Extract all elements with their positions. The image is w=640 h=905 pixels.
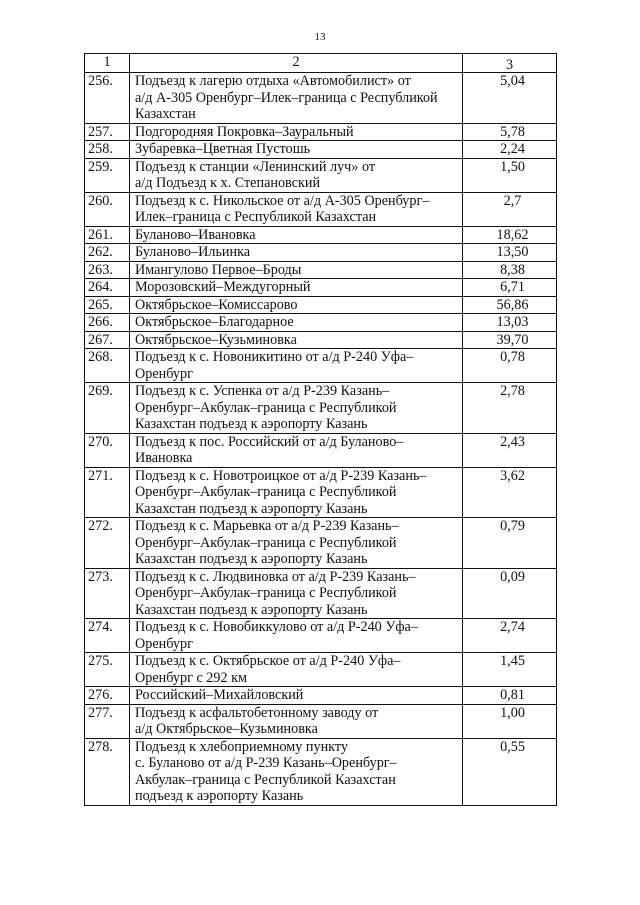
road-length: 1,00 — [463, 704, 557, 738]
row-number: 271. — [85, 467, 130, 518]
row-number: 258. — [85, 141, 130, 159]
road-name: Подъезд к с. Новоникитино от а/д Р-240 Уфа– Оренбург — [130, 349, 463, 383]
table-row — [85, 73, 557, 124]
row-number: 261. — [85, 226, 130, 244]
road-name: Подъезд к с. Октябрьское от а/д Р-240 Уфа– Оренбург с 292 км — [130, 653, 463, 687]
row-number: 276. — [85, 687, 130, 705]
row-number: 268. — [85, 349, 130, 383]
table-row — [85, 158, 557, 192]
road-name: Октябрьское–Благодарное — [130, 314, 463, 332]
table-row — [85, 279, 557, 297]
road-length: 13,50 — [463, 244, 557, 262]
table-row — [85, 383, 557, 434]
road-length: 8,38 — [463, 261, 557, 279]
road-name: Подъезд к асфальтобетонному заводу от а/д Октябрьское–Кузьминовка — [130, 704, 463, 738]
table-row — [85, 619, 557, 653]
road-length: 6,71 — [463, 279, 557, 297]
table-row — [85, 141, 557, 159]
table-row — [85, 687, 557, 705]
row-number: 260. — [85, 192, 130, 226]
road-name: Подъезд к с. Новотроицкое от а/д Р-239 Казань– Оренбург–Акбулак–граница с Республикой Казахстан подъезд к аэропорту Казань — [130, 467, 463, 518]
row-number: 266. — [85, 314, 130, 332]
row-number: 256. — [85, 73, 130, 124]
table-row — [85, 314, 557, 332]
row-number: 262. — [85, 244, 130, 262]
row-number: 265. — [85, 296, 130, 314]
road-name: Подъезд к с. Никольское от а/д А-305 Оренбург– Илек–граница с Республикой Казахстан — [130, 192, 463, 226]
road-name: Подъезд к с. Людвиновка от а/д Р-239 Казань– Оренбург–Акбулак–граница с Республикой Казахстан подъезд к аэропорту Казань — [130, 568, 463, 619]
road-length: 2,24 — [463, 141, 557, 159]
table-row — [85, 226, 557, 244]
row-number: 269. — [85, 383, 130, 434]
table-row — [85, 467, 557, 518]
row-number: 272. — [85, 518, 130, 569]
road-length: 2,43 — [463, 433, 557, 467]
road-name: Буланово–Ильинка — [130, 244, 463, 262]
table-row — [85, 704, 557, 738]
road-length: 13,03 — [463, 314, 557, 332]
road-name: Подъезд к станции «Ленинский луч» от а/д Подъезд к х. Степановский — [130, 158, 463, 192]
road-name: Буланово–Ивановка — [130, 226, 463, 244]
road-length: 18,62 — [463, 226, 557, 244]
road-name: Октябрьское–Комиссарово — [130, 296, 463, 314]
road-name: Подъезд к пос. Российский от а/д Буланово– Ивановка — [130, 433, 463, 467]
table-row — [85, 349, 557, 383]
row-number: 259. — [85, 158, 130, 192]
header-col-3: 3 — [463, 54, 557, 73]
road-length: 0,09 — [463, 568, 557, 619]
road-name: Подгородняя Покровка–Зауральный — [130, 123, 463, 141]
road-length: 2,7 — [463, 192, 557, 226]
table-row — [85, 738, 557, 805]
road-name: Имангулово Первое–Броды — [130, 261, 463, 279]
road-length: 0,78 — [463, 349, 557, 383]
road-length: 1,45 — [463, 653, 557, 687]
row-number: 264. — [85, 279, 130, 297]
road-name: Зубаревка–Цветная Пустошь — [130, 141, 463, 159]
roads-table — [84, 53, 557, 806]
table-row — [85, 296, 557, 314]
table-row — [85, 518, 557, 569]
road-length: 0,79 — [463, 518, 557, 569]
table-row — [85, 244, 557, 262]
table-row — [85, 331, 557, 349]
table-header-row — [85, 54, 557, 73]
row-number: 263. — [85, 261, 130, 279]
header-col-1: 1 — [85, 54, 130, 73]
table-row — [85, 433, 557, 467]
road-length: 1,50 — [463, 158, 557, 192]
road-length: 3,62 — [463, 467, 557, 518]
row-number: 274. — [85, 619, 130, 653]
road-name: Октябрьское–Кузьминовка — [130, 331, 463, 349]
road-length: 5,04 — [463, 73, 557, 124]
row-number: 267. — [85, 331, 130, 349]
table-row — [85, 568, 557, 619]
row-number: 275. — [85, 653, 130, 687]
road-name: Подъезд к лагерю отдыха «Автомобилист» от а/д А-305 Оренбург–Илек–граница с Республикой Казахстан — [130, 73, 463, 124]
page-number: 13 — [314, 31, 326, 43]
road-name: Подъезд к с. Новобиккулово от а/д Р-240 Уфа– Оренбург — [130, 619, 463, 653]
road-length: 0,81 — [463, 687, 557, 705]
row-number: 273. — [85, 568, 130, 619]
road-length: 2,74 — [463, 619, 557, 653]
table-row — [85, 192, 557, 226]
road-length: 2,78 — [463, 383, 557, 434]
road-length: 5,78 — [463, 123, 557, 141]
table-body — [85, 73, 557, 806]
road-name: Подъезд к с. Успенка от а/д Р-239 Казань– Оренбург–Акбулак–граница с Республикой Казахстан подъезд к аэропорту Казань — [130, 383, 463, 434]
table-row — [85, 653, 557, 687]
road-length: 0,55 — [463, 738, 557, 805]
road-name: Подъезд к хлебоприемному пункту с. Буланово от а/д Р-239 Казань–Оренбург– Акбулак–граница с Республикой Казахстан подъезд к аэропорту Казань — [130, 738, 463, 805]
header-col-2: 2 — [130, 54, 463, 73]
road-name: Морозовский–Междугорный — [130, 279, 463, 297]
row-number: 270. — [85, 433, 130, 467]
row-number: 277. — [85, 704, 130, 738]
road-length: 39,70 — [463, 331, 557, 349]
row-number: 257. — [85, 123, 130, 141]
row-number: 278. — [85, 738, 130, 805]
road-name: Подъезд к с. Марьевка от а/д Р-239 Казань– Оренбург–Акбулак–граница с Республикой Казахстан подъезд к аэропорту Казань — [130, 518, 463, 569]
table-row — [85, 261, 557, 279]
table-row — [85, 123, 557, 141]
road-name: Российский–Михайловский — [130, 687, 463, 705]
road-length: 56,86 — [463, 296, 557, 314]
